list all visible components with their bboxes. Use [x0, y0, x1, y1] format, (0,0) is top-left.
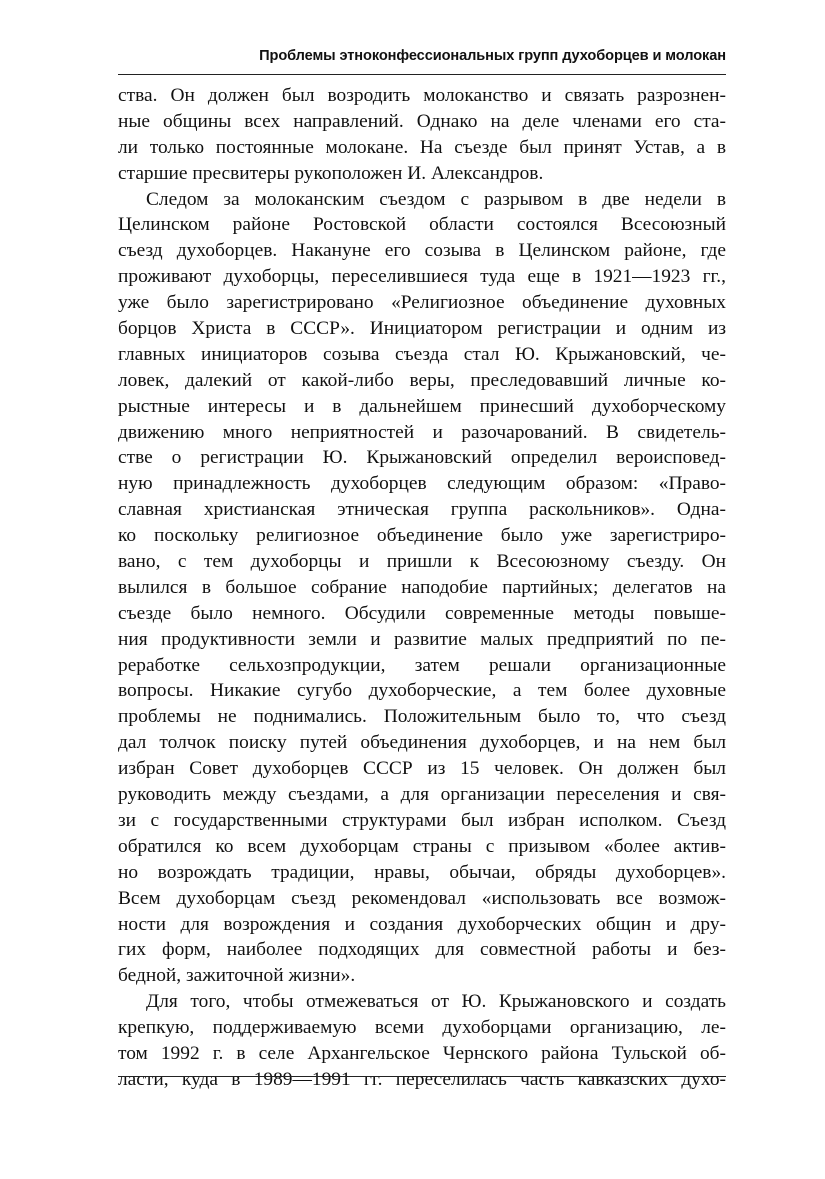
text-line: руководить между съездами, а для организации переселения и свя-: [118, 784, 726, 806]
text-line: ные общины всех направлений. Однако на деле членами его ста-: [118, 110, 726, 132]
text-line: избран Совет духоборцев СССР из 15 человек. Он должен был: [118, 758, 726, 780]
text-line: проживают духоборцы, переселившиеся туда еще в 1921—1923 гг.,: [118, 266, 726, 288]
text-line: ства. Он должен был возродить молоканство и связать разрознен-: [118, 85, 726, 106]
text-line: старшие пресвитеры рукоположен И. Александров.: [118, 162, 544, 184]
body-text: [118, 83, 726, 1093]
text-line: главных инициаторов созыва съезда стал Ю. Крыжановский, че-: [118, 343, 726, 365]
text-line: Всем духоборцам съезд рекомендовал «использовать все возмож-: [118, 887, 726, 909]
paragraph: [118, 83, 726, 187]
page-header: [118, 44, 726, 75]
text-line: ную принадлежность духоборцев следующим образом: «Право-: [118, 473, 726, 495]
text-line: Целинском районе Ростовской области состоялся Всесоюзный: [118, 214, 726, 236]
text-line: ловек, далекий от какой-либо веры, преследовавший личные ко-: [118, 369, 726, 391]
text-line: стве о регистрации Ю. Крыжановский определил вероисповед-: [118, 447, 726, 469]
text-line: ния продуктивности земли и развитие малых предприятий по пе-: [118, 628, 726, 650]
text-line: но возрождать традиции, нравы, обычаи, обряды духоборцев».: [118, 861, 726, 883]
text-line: дал толчок поиску путей объединения духоборцев, и на нем был: [118, 732, 726, 754]
text-line: зи с государственными структурами был избран исполком. Съезд: [118, 809, 726, 831]
text-line: съезд духоборцев. Накануне его созыва в Целинском районе, где: [118, 240, 726, 262]
text-line: том 1992 г. в селе Архангельское Чернского района Тульской об-: [118, 1042, 726, 1064]
text-line: бедной, зажиточной жизни».: [118, 965, 356, 987]
text-line: Для того, чтобы отмежеваться от Ю. Крыжановского и создать: [146, 991, 726, 1013]
text-line: вано, с тем духоборцы и пришли к Всесоюзному съезду. Он: [118, 551, 726, 573]
text-line: ласти, куда в 1989—1991 гг. переселилась часть кавказских духо-: [118, 1068, 726, 1090]
text-line: ности для возрождения и создания духоборческих общин и дру-: [118, 913, 726, 935]
text-line: обратился ко всем духоборцам страны с призывом «более актив-: [118, 835, 726, 857]
text-line: съезде было немного. Обсудили современные методы повыше-: [118, 602, 726, 624]
text-line: уже было зарегистрировано «Религиозное объединение духовных: [118, 292, 726, 314]
text-line: вылился в большое собрание наподобие партийных; делегатов на: [118, 576, 726, 598]
text-line: реработке сельхозпродукции, затем решали организационные: [118, 654, 726, 676]
text-line: борцов Христа в СССР». Инициатором регистрации и одним из: [118, 318, 726, 340]
text-line: гих форм, наиболее подходящих для совместной работы и без-: [118, 939, 726, 961]
text-line: вопросы. Никакие сугубо духоборческие, а тем более духовные: [118, 680, 726, 702]
text-line: славная христианская этническая группа раскольников». Одна-: [118, 499, 726, 521]
text-line: рыстные интересы и в дальнейшем принесший духоборческому: [118, 395, 726, 417]
text-line: Следом за молоканским съездом с разрывом в две недели в: [146, 188, 726, 210]
footer-rule: [118, 1076, 726, 1077]
paragraph: [118, 187, 726, 990]
text-line: крепкую, поддерживаемую всеми духоборцами организацию, ле-: [118, 1017, 726, 1039]
paragraph: [118, 989, 726, 1093]
text-line: движению много неприятностей и разочарований. В свидетель-: [118, 421, 726, 443]
running-title: Проблемы этноконфессиональных групп духоборцев и молокан: [259, 48, 726, 64]
text-line: проблемы не поднимались. Положительным было то, что съезд: [118, 706, 726, 728]
text-line: ли только постоянные молокане. На съезде был принят Устав, а в: [118, 136, 726, 158]
text-line: ко поскольку религиозное объединение было уже зарегистриро-: [118, 525, 726, 547]
